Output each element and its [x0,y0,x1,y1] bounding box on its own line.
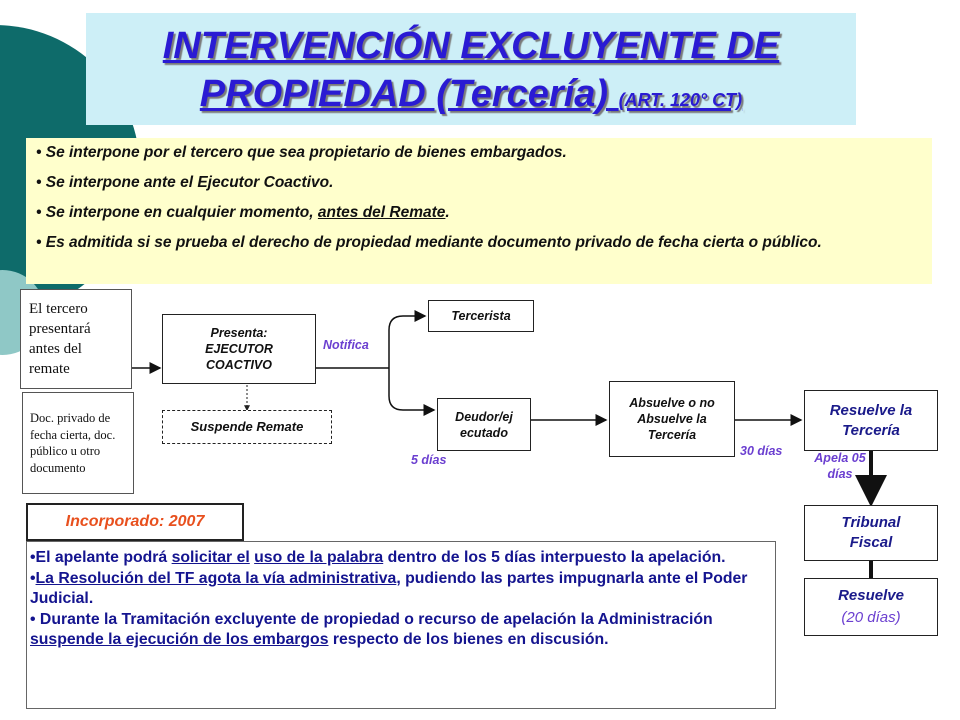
tercero-box: El tercero presentará antes del remate [20,289,132,389]
note-item: •La Resolución del TF agota la vía administrativa, pudiendo las partes impugnarla ante el Poder Judicial. [30,569,748,607]
bullet-text: . [445,204,450,221]
note-text: respecto de los bienes en discusión. [328,631,609,648]
resuelve-box [804,578,938,636]
arrow-to-tercerista [389,316,425,368]
note-text: El apelante podrá [35,549,172,566]
note-text: , pudiendo las partes impugnarla ante el Poder Judicial. [30,569,748,607]
notifica-label: Notifica [323,338,369,352]
documento-box: Doc. privado de fecha cierta, doc. público u otro documento [22,392,134,494]
bullet-text: Se interpone en cualquier momento, [45,204,318,221]
tercerista-box: Tercerista [428,300,534,332]
title-article: (ART. 120° CT) [618,90,743,110]
deudor-box: Deudor/ej ecutado [437,398,531,451]
absuelve-box: Absuelve o no Absuelve la Tercería [609,381,735,457]
cinco-dias-label: 5 días [411,453,447,467]
note-underlined-text: uso de la palabra [254,549,384,566]
title-line-2-main: PROPIEDAD (Tercería) [199,73,609,115]
resuelve-label: Resuelve [838,587,904,604]
bullet-item: • Es admitida si se prueba el derecho de propiedad mediante documento privado de fecha cierta o público. [36,234,916,252]
bullet-item: • Se interpone por el tercero que sea propietario de bienes embargados. [36,144,916,162]
note-text: dentro de los 5 días interpuesto la apelación. [383,549,726,566]
title-line-1: INTERVENCIÓN EXCLUYENTE DE [162,25,780,67]
arrow-to-deudor [389,368,434,410]
bullet-item: • Se interpone ante el Ejecutor Coactivo. [36,174,916,192]
resuelve-terceria-box: Resuelve la Tercería [804,390,938,451]
note-underlined-text: solicitar el [171,549,250,566]
presenta-box: Presenta: EJECUTOR COACTIVO [162,314,316,384]
suspende-box: Suspende Remate [162,410,332,444]
note-underlined-text: La Resolución del TF agota la vía administrativa [35,569,397,587]
bullet-underlined-text: antes del Remate [317,204,446,221]
note-item: •El apelante podrá solicitar el uso de la palabra dentro de los 5 días interpuesto la apelación. [30,549,726,566]
note-underlined-text: suspende la ejecución de los embargos [30,631,329,648]
treinta-dias-label: 30 días [740,444,783,458]
tribunal-fiscal-box: Tribunal Fiscal [804,505,938,561]
notes-text [30,548,770,651]
incorporado-label: Incorporado: 2007 [26,503,244,541]
apela-label: Apela 05 días [814,451,866,481]
note-text: Durante la Tramitación excluyente de propiedad o recurso de apelación la Administración [35,610,713,628]
veinte-dias-label: (20 días) [841,609,901,626]
note-item: • Durante la Tramitación excluyente de propiedad o recurso de apelación la Administración suspende la ejecución de los embargos respecto de los bienes en discusión. [30,610,713,648]
